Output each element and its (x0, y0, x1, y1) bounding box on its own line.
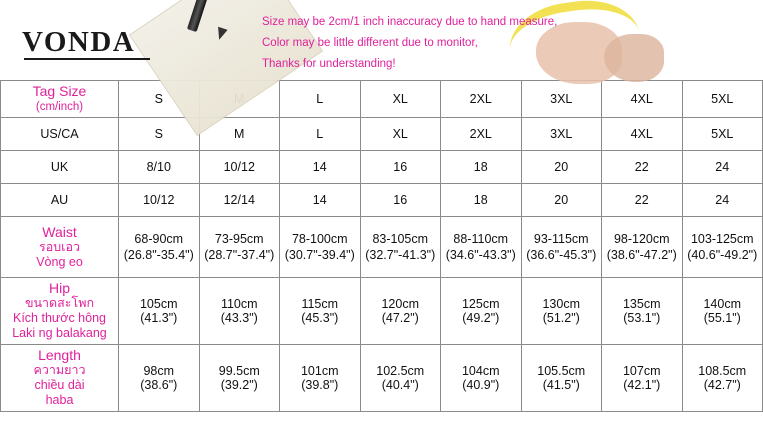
header-banner (0, 0, 682, 80)
cell-waist-5-cm: 88-110cm (453, 232, 509, 246)
label-waist-th: รอบเอว (39, 239, 80, 254)
cell-waist-4-in: (32.7"-41.3") (365, 248, 436, 262)
row-label-hip (1, 278, 119, 345)
label-length-en: Length (38, 347, 81, 363)
cell-length-2 (199, 345, 280, 412)
cell-hip-1-cm: 105cm (139, 297, 178, 311)
cell-size-5xl: 5XL (682, 81, 763, 118)
cell-waist-7-cm: 98-120cm (613, 232, 670, 246)
cell-hip-6 (521, 278, 602, 345)
cell-hip-4-cm: 120cm (381, 297, 420, 311)
table-row-waist (1, 217, 763, 278)
row-label-us-ca: US/CA (1, 118, 119, 151)
row-label-length (1, 345, 119, 412)
cell-length-6 (521, 345, 602, 412)
cell-length-8 (682, 345, 763, 412)
cell-waist-4 (360, 217, 441, 278)
row-label-uk: UK (1, 151, 119, 184)
cell-usca-2: M (199, 118, 280, 151)
cell-usca-5: 2XL (441, 118, 522, 151)
cell-au-6: 20 (521, 184, 602, 217)
row-label-au: AU (1, 184, 119, 217)
label-hip-en: Hip (48, 280, 70, 296)
cell-usca-3: L (280, 118, 361, 151)
cell-waist-2-in: (28.7"-37.4") (204, 248, 275, 262)
cell-usca-6: 3XL (521, 118, 602, 151)
cell-au-5: 18 (441, 184, 522, 217)
label-waist-vi: Vòng eo (36, 254, 83, 269)
label-hip-vi: Kích thước hông (12, 311, 106, 325)
cell-waist-7 (602, 217, 683, 278)
cell-hip-3-in: (45.3") (301, 311, 339, 325)
label-length-vi: chiều dài (34, 378, 85, 392)
cell-length-5 (441, 345, 522, 412)
cell-waist-1-cm: 68-90cm (134, 232, 184, 246)
cell-uk-2: 10/12 (199, 151, 280, 184)
cell-hip-5-cm: 125cm (461, 297, 500, 311)
label-hip-tl: Laki ng balakang (12, 326, 107, 340)
cell-waist-4-cm: 83-105cm (372, 232, 429, 246)
cell-hip-4-in: (47.2") (381, 311, 419, 325)
cell-length-5-in: (40.9") (462, 378, 500, 392)
cell-waist-6-in: (36.6"-45.3") (526, 248, 597, 262)
cell-length-1-in: (38.6") (140, 378, 178, 392)
table-row-tag-size (1, 81, 763, 118)
brand-underline (24, 58, 150, 60)
cell-au-1: 10/12 (119, 184, 200, 217)
cell-size-xl: XL (360, 81, 441, 118)
cell-au-8: 24 (682, 184, 763, 217)
cell-waist-5 (441, 217, 522, 278)
cell-length-7-cm: 107cm (622, 364, 661, 378)
cell-length-5-cm: 104cm (461, 364, 500, 378)
cell-hip-8-cm: 140cm (703, 297, 742, 311)
table-row-uk (1, 151, 763, 184)
cell-hip-8 (682, 278, 763, 345)
cell-au-3: 14 (280, 184, 361, 217)
cell-length-3-in: (39.8") (301, 378, 339, 392)
cell-uk-6: 20 (521, 151, 602, 184)
cell-length-6-in: (41.5") (542, 378, 580, 392)
cell-size-l: L (280, 81, 361, 118)
cell-hip-3-cm: 115cm (301, 297, 339, 311)
cell-waist-8 (682, 217, 763, 278)
cell-hip-6-in: (51.2") (542, 311, 580, 325)
cell-length-8-cm: 108.5cm (698, 364, 747, 378)
cell-waist-3 (280, 217, 361, 278)
table-row-us-ca (1, 118, 763, 151)
cell-waist-8-in: (40.6"-49.2") (687, 248, 758, 262)
cell-hip-2 (199, 278, 280, 345)
cell-hip-7 (602, 278, 683, 345)
cell-length-3-cm: 101cm (300, 364, 339, 378)
cell-hip-6-cm: 130cm (542, 297, 581, 311)
cell-hip-7-cm: 135cm (622, 297, 661, 311)
cell-size-3xl: 3XL (521, 81, 602, 118)
cell-length-4-cm: 102.5cm (376, 364, 425, 378)
cell-length-4-in: (40.4") (381, 378, 419, 392)
cell-waist-8-cm: 103-125cm (690, 232, 754, 246)
cell-hip-2-in: (43.3") (220, 311, 258, 325)
brand-logo: VONDA (22, 26, 136, 58)
cell-waist-1 (119, 217, 200, 278)
label-hip-th: ขนาดสะโพก (24, 296, 95, 310)
cell-au-7: 22 (602, 184, 683, 217)
label-waist-en: Waist (42, 223, 77, 240)
cell-usca-7: 4XL (602, 118, 683, 151)
cell-au-2: 12/14 (199, 184, 280, 217)
label-length-th: ความยาว (33, 363, 86, 377)
table-row-length (1, 345, 763, 412)
table-row-au (1, 184, 763, 217)
cell-size-4xl: 4XL (602, 81, 683, 118)
cell-hip-8-in: (55.1") (703, 311, 741, 325)
cell-length-4 (360, 345, 441, 412)
cell-size-2xl: 2XL (441, 81, 522, 118)
cell-usca-8: 5XL (682, 118, 763, 151)
cell-hip-2-cm: 110cm (220, 297, 258, 311)
row-label-tag-size (1, 81, 119, 118)
cell-size-s: S (119, 81, 200, 118)
cell-uk-5: 18 (441, 151, 522, 184)
cell-length-2-in: (39.2") (220, 378, 258, 392)
size-chart-table (0, 80, 763, 412)
cell-uk-1: 8/10 (119, 151, 200, 184)
cell-length-8-in: (42.7") (703, 378, 741, 392)
cell-uk-3: 14 (280, 151, 361, 184)
cell-uk-4: 16 (360, 151, 441, 184)
cell-waist-2-cm: 73-95cm (214, 232, 264, 246)
cell-length-1 (119, 345, 200, 412)
disclaimer-notes (262, 12, 557, 75)
cell-waist-6 (521, 217, 602, 278)
cell-waist-6-cm: 93-115cm (533, 232, 589, 246)
cell-length-1-cm: 98cm (143, 364, 175, 378)
cell-hip-5-in: (49.2") (462, 311, 500, 325)
label-tag-size: Tag Size (32, 83, 87, 99)
note-line-2: Color may be little different due to monitor, (262, 37, 478, 49)
cell-waist-5-in: (34.6"-43.3") (445, 248, 516, 262)
cell-length-7 (602, 345, 683, 412)
cell-waist-7-in: (38.6"-47.2") (606, 248, 677, 262)
cell-uk-7: 22 (602, 151, 683, 184)
label-length-tl: haba (45, 393, 74, 407)
cell-hip-3 (280, 278, 361, 345)
cell-waist-3-in: (30.7"-39.4") (284, 248, 355, 262)
cell-length-2-cm: 99.5cm (218, 364, 260, 378)
note-line-1: Size may be 2cm/1 inch inaccuracy due to hand measure, (262, 16, 558, 28)
table-row-hip (1, 278, 763, 345)
cell-length-3 (280, 345, 361, 412)
cell-hip-5 (441, 278, 522, 345)
cell-waist-1-in: (26.8"-35.4") (123, 248, 194, 262)
row-label-waist (1, 217, 119, 278)
cell-hip-1 (119, 278, 200, 345)
cell-uk-8: 24 (682, 151, 763, 184)
label-tag-size-unit: (cm/inch) (35, 101, 84, 113)
cell-waist-2 (199, 217, 280, 278)
cell-length-7-in: (42.1") (623, 378, 661, 392)
cell-waist-3-cm: 78-100cm (291, 232, 348, 246)
cell-usca-1: S (119, 118, 200, 151)
cell-hip-1-in: (41.3") (140, 311, 178, 325)
cell-au-4: 16 (360, 184, 441, 217)
hand-photo-secondary (604, 34, 664, 82)
cell-length-6-cm: 105.5cm (537, 364, 586, 378)
note-line-3: Thanks for understanding! (262, 58, 396, 70)
cell-usca-4: XL (360, 118, 441, 151)
cell-hip-4 (360, 278, 441, 345)
cell-hip-7-in: (53.1") (623, 311, 661, 325)
